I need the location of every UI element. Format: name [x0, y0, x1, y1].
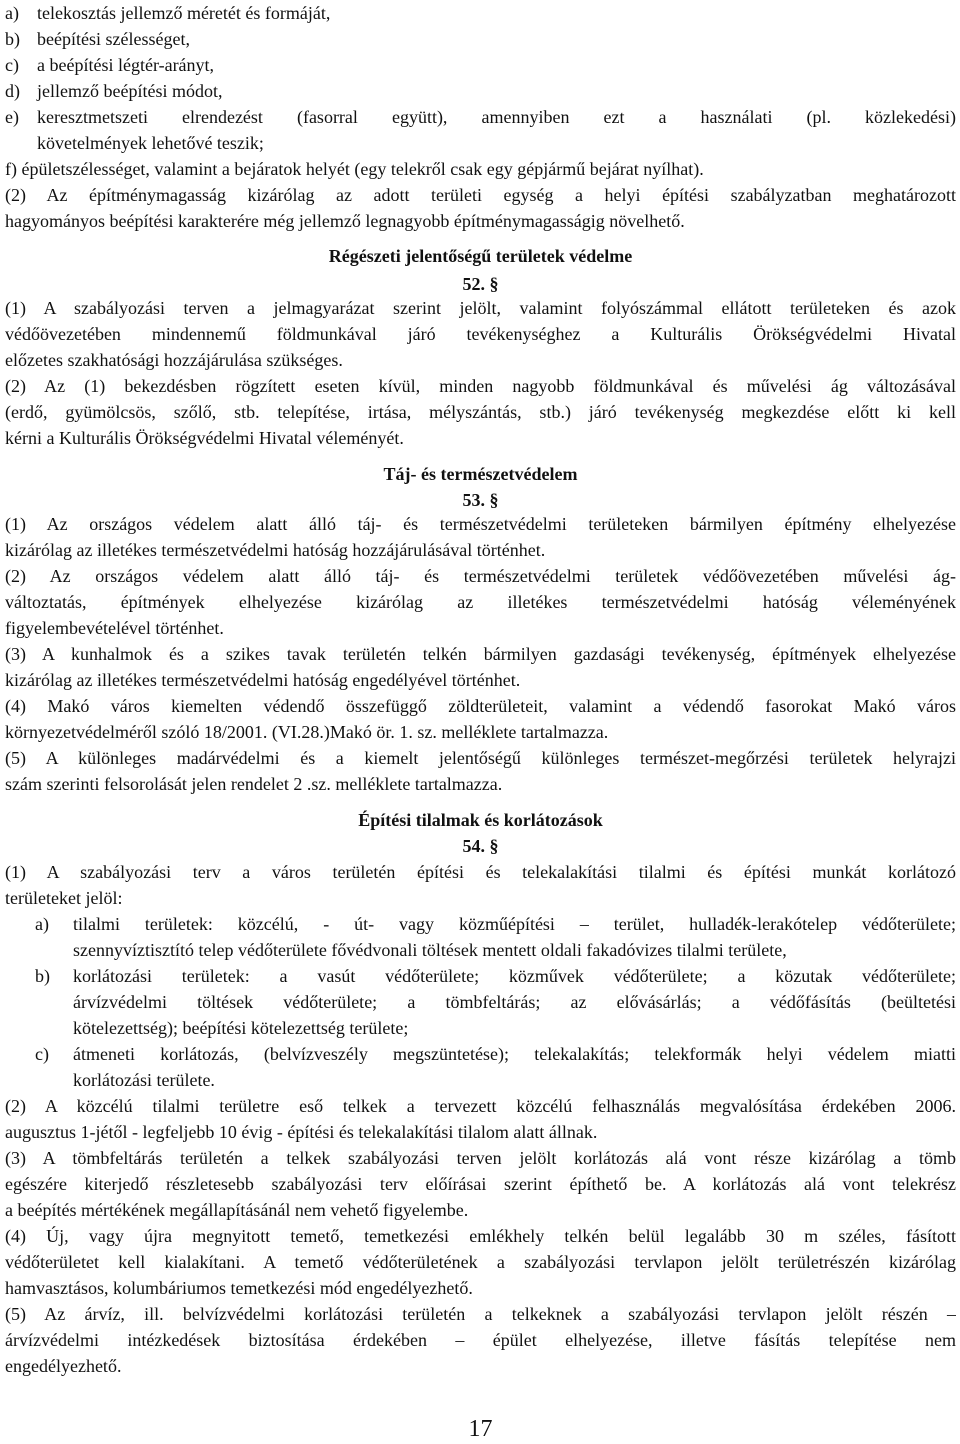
list-line: korlátozási területek: a vasút védőterülete; közművek védőterülete; a közutak védőterülete;	[73, 966, 956, 986]
paragraph-line: területeket jelöl:	[5, 888, 123, 908]
section-number: 54. §	[462, 836, 499, 856]
paragraph-line: (2) A közcélú tilalmi területre eső telkek a tervezett közcélú felhasználás megvalósítása érdekében 2006.	[5, 1096, 956, 1116]
paragraph-line: védőterületet kell kialakítani. A temető védőterületének a szabályozási tervlapon jelölt területrészén kizárólag	[5, 1252, 956, 1272]
list-item	[5, 27, 190, 52]
paragraph-line: (4) Makó város kiemelten védendő összefüggő zöldterületeit, valamint a védendő fasorokat Makó város	[5, 696, 956, 716]
paragraph-line: (5) Az árvíz, ill. belvízvédelmi korlátozási területén a telkeknek a szabályozási tervlapon jelölt részén –	[5, 1304, 956, 1324]
list-line: átmeneti korlátozás, (belvízveszély megszüntetése); telekalakítás; telekformák helyi védelem miatti	[73, 1044, 956, 1064]
list-line: korlátozási területe.	[73, 1070, 215, 1090]
paragraph-line: kérni a Kulturális Örökségvédelmi Hivatal véleményét.	[5, 428, 404, 448]
list-text: a beépítési légtér-arányt,	[37, 55, 215, 75]
list-letter: a)	[35, 914, 49, 934]
paragraph-line: (3) A kunhalmok és a szikes tavak területén telkén bármilyen gazdasági tevékenység, építmények elhelyezése	[5, 644, 956, 664]
paragraph-line: a beépítés mértékének megállapításánál nem vehető figyelembe.	[5, 1200, 469, 1220]
paragraph-line: változtatás, építmények elhelyezése kizárólag az illetékes természetvédelmi hatóság véleményének	[5, 592, 956, 612]
section-heading: Régészeti jelentőségű területek védelme	[328, 246, 633, 266]
paragraph-line: (5) A különleges madárvédelmi és a kiemelt jelentőségű különleges természet-megőrzési területek helyrajzi	[5, 748, 956, 768]
paragraph-line: (1) A szabályozási terv a város területén építési és telekalakítási tilalmi és építési munkát korlátozó	[5, 862, 956, 882]
paragraph-line: hagyományos beépítési karakterére még jellemző legnagyobb építménymagasságig növelhető.	[5, 211, 685, 231]
paragraph-line: (4) Új, vagy újra megnyitott temető, temetkezési emlékhely telkén belül legalább 30 m széles, fásított	[5, 1226, 956, 1246]
list-letter: a)	[5, 3, 19, 23]
list-item	[5, 105, 956, 130]
paragraph-line: kizárólag az illetékes természetvédelmi hatóság engedélyével történhet.	[5, 670, 521, 690]
list-letter: e)	[5, 107, 19, 127]
paragraph-line: (1) A szabályozási terven a jelmagyarázat szerint jelölt, valamint folyószámmal ellátott területeken és azok	[5, 298, 956, 318]
page-number: 17	[468, 1416, 493, 1442]
list-text: jellemző beépítési módot,	[37, 81, 223, 101]
list-text: keresztmetszeti elrendezést (fasorral együtt), amennyiben ezt a használati (pl. közlekedési)	[37, 107, 956, 127]
section-heading: Építési tilalmak és korlátozások	[358, 810, 603, 830]
paragraph-line: előzetes szakhatósági hozzájárulása szükséges.	[5, 350, 343, 370]
paragraph-line: engedélyezhető.	[5, 1356, 122, 1376]
list-line: kötelezettség); beépítési kötelezettség területe;	[73, 1018, 409, 1038]
section-number: 52. §	[462, 274, 499, 294]
list-item	[5, 79, 223, 104]
paragraph-line: szám szerinti felsorolását jelen rendelet 2 .sz. melléklete tartalmazza.	[5, 774, 503, 794]
list-item	[5, 1, 331, 26]
paragraph-line: (2) Az (1) bekezdésben rögzített eseten kívül, minden nagyobb földmunkával és művelési ág változásával	[5, 376, 956, 396]
list-line: tilalmi területek: közcélú, - út- vagy közműépítési – terület, hulladék-lerakótelep védőterülete;	[73, 914, 956, 934]
paragraph-line: (2) Az országos védelem alatt álló táj- és természetvédelmi területek védőövezetében művelési ág-	[5, 566, 956, 586]
list-line: szennyvíztisztító telep védőterülete fővédvonali töltések mentett oldali fakadóvizes tilalmi területe,	[73, 940, 787, 960]
list-letter: c)	[35, 1044, 49, 1064]
list-letter: b)	[5, 29, 20, 49]
list-letter: c)	[5, 55, 19, 75]
paragraph-line: figyelembevételével történhet.	[5, 618, 224, 638]
list-text: beépítési szélességet,	[37, 29, 190, 49]
paragraph-line: (1) Az országos védelem alatt álló táj- és természetvédelmi területeken bármilyen építmény elhelyezése	[5, 514, 956, 534]
paragraph-line: (2) Az építménymagasság kizárólag az adott területi egység a helyi építési szabályzatban meghatározott	[5, 185, 956, 205]
list-item-f: f) épületszélességet, valamint a bejáratok helyét (egy telekről csak egy gépjármű bejárat nyílhat).	[5, 159, 704, 179]
paragraph-line: kizárólag az illetékes természetvédelmi hatóság hozzájárulásával történhet.	[5, 540, 546, 560]
paragraph-line: környezetvédelméről szóló 18/2001. (VI.28.)Makó ör. 1. sz. melléklete tartalmazza.	[5, 722, 609, 742]
list-text: telekosztás jellemző méretét és formáját,	[37, 3, 331, 23]
paragraph-line: (3) A tömbfeltárás területén a telkek szabályozási terven jelölt korlátozás alá vont része kizárólag a tömb	[5, 1148, 956, 1168]
list-letter: b)	[35, 966, 50, 986]
section-heading: Táj- és természetvédelem	[383, 464, 578, 484]
paragraph-line: hamvasztásos, kolumbáriumos temetkezési mód engedélyezhető.	[5, 1278, 473, 1298]
paragraph-line: egészére kiterjedő részletesebb szabályozási terv előírásai szerint építhető be. A korlátozás alá vont telekrész	[5, 1174, 956, 1194]
paragraph-line: védőövezetében mindennemű földmunkával járó tevékenységhez a Kulturális Örökségvédelmi Hivatal	[5, 324, 956, 344]
paragraph-line: árvízvédelmi intézkedések biztosítása érdekében – épület elhelyezése, illetve fásítás telepítése nem	[5, 1330, 956, 1350]
list-letter: d)	[5, 81, 20, 101]
paragraph-line: augusztus 1-jétől - legfeljebb 10 évig - építési és telekalakítási tilalom alatt állnak.	[5, 1122, 598, 1142]
paragraph-line: (erdő, gyümölcsös, szőlő, stb. telepítése, irtása, mélyszántás, stb.) járó tevékenység megkezdése előtt ki kell	[5, 402, 956, 422]
list-line: árvízvédelmi töltések védőterülete; a tömbfeltárás; az elővásárlás; a védőfásítás (beültetési	[73, 992, 956, 1012]
list-item	[5, 53, 215, 78]
list-continuation: követelmények lehetővé teszik;	[37, 133, 264, 153]
section-number: 53. §	[462, 490, 499, 510]
